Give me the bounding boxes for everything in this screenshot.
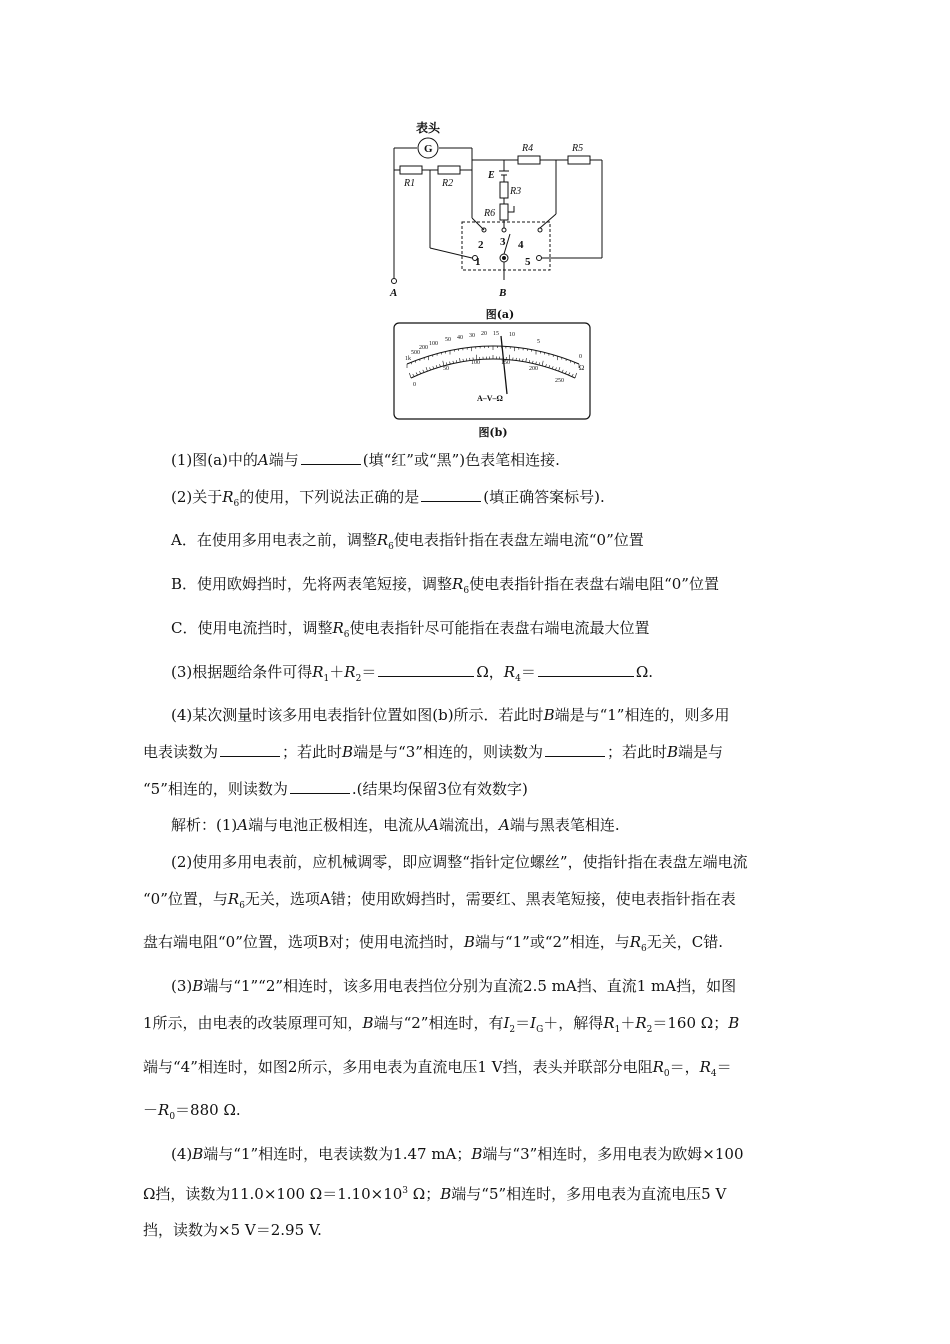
dial-tick bbox=[450, 362, 451, 365]
r4-label: R4 bbox=[522, 143, 534, 154]
analysis-4-line-2: Ω挡，读数为11.0×100 $\Omega=1.10\times 10^3$ Ω；B端与“5”相连时，多用电表为直流电压5 V bbox=[143, 1184, 727, 1203]
question-4-line-2: 电表读数为 ；若此时B端是与“3”相连的，则读数为 ；若此时B端是与 bbox=[143, 742, 724, 761]
dial-tick bbox=[565, 371, 566, 374]
option-c: C．使用电流挡时，调整$R_6$使电表指针尽可能指在表盘右端电流最大位置 bbox=[171, 618, 650, 640]
answer-blank[interactable] bbox=[421, 487, 481, 502]
dial-tick bbox=[439, 364, 440, 367]
cur-150: 150 bbox=[501, 360, 510, 366]
answer-blank[interactable] bbox=[538, 662, 634, 677]
answer-blank[interactable] bbox=[290, 779, 350, 794]
dial-tick bbox=[545, 364, 546, 367]
resistor-r5 bbox=[568, 156, 590, 164]
contact-4 bbox=[538, 228, 542, 232]
circuit-svg bbox=[380, 118, 620, 300]
cur-200: 200 bbox=[529, 366, 538, 372]
dial-tick bbox=[568, 373, 570, 376]
question-3: (3)根据题给条件可得$R_1+R_2= \Omega$，$R_4= \Omega$. bbox=[171, 662, 654, 684]
dial-tick bbox=[413, 374, 415, 377]
dial-tick bbox=[419, 371, 420, 374]
dial-tick bbox=[572, 374, 574, 377]
dial-tick bbox=[429, 367, 430, 370]
label-1: 1 bbox=[475, 256, 481, 268]
dial-tick bbox=[436, 365, 437, 368]
answer-blank[interactable] bbox=[301, 450, 361, 465]
analysis-2-line-3: 盘右端电阻“0”位置，选项B对；使用电流挡时，B端与“1”或“2”相连，与$R_6$无关，C错. bbox=[143, 933, 723, 955]
e-label: E bbox=[488, 170, 495, 181]
question-text bbox=[143, 442, 823, 1249]
switch-pivot-dot bbox=[503, 257, 506, 260]
r6-label: R6 bbox=[484, 208, 496, 219]
meter-label: 表头 bbox=[416, 121, 441, 135]
contact-5 bbox=[537, 256, 542, 261]
wire bbox=[540, 214, 556, 228]
label-5: 5 bbox=[525, 256, 531, 268]
meter-dial bbox=[393, 322, 591, 420]
dial-tick bbox=[460, 358, 461, 362]
dial-tick bbox=[416, 373, 418, 376]
option-a: A．在使用多用电表之前，调整$R_6$使电表指针指在表盘左端电流“0”位置 bbox=[171, 531, 644, 553]
answer-blank[interactable] bbox=[378, 662, 474, 677]
wire bbox=[472, 218, 484, 230]
label-2: 2 bbox=[478, 239, 484, 251]
ohm-unit: Ω bbox=[579, 364, 585, 372]
circuit-diagram bbox=[380, 118, 620, 300]
dial-tick bbox=[542, 361, 543, 366]
dial-tick bbox=[433, 366, 434, 369]
dial-tick bbox=[526, 358, 527, 362]
label-4: 4 bbox=[518, 239, 524, 251]
dial-tick bbox=[549, 365, 550, 368]
dial-svg bbox=[393, 322, 591, 420]
r5-label: R5 bbox=[572, 143, 584, 154]
analysis-4-line-1: (4)B端与“1”相连时，电表读数为1.47 mA；B端与“3”相连时，多用电表为欧姆×100 bbox=[171, 1144, 744, 1163]
dial-tick bbox=[559, 367, 560, 371]
contact-3 bbox=[502, 228, 506, 232]
analysis-3-line-3: 端与“4”相连时，如图2所示，多用电表为直流电压1 V挡，表头并联部分电阻$R_0=$，$R_4=$ bbox=[143, 1057, 732, 1079]
answer-blank[interactable] bbox=[545, 742, 605, 757]
question-4-line-3: “5”相连的，则读数为 .(结果均保留3位有效数字) bbox=[143, 779, 528, 798]
analysis-2-line-2: “0”位置，与$R_6$无关，选项A错；使用欧姆挡时，需要红、黑表笔短接，使电表指针指在表 bbox=[143, 889, 736, 911]
figure-b-caption: 图(b) bbox=[478, 426, 508, 439]
dial-tick bbox=[409, 373, 411, 378]
dial-label: A–V–Ω bbox=[477, 394, 503, 403]
figure-a-caption: 图(a) bbox=[485, 308, 515, 321]
dial-tick bbox=[426, 367, 427, 371]
cur-50: 50 bbox=[443, 366, 449, 372]
ohm-10: 10 bbox=[509, 332, 515, 338]
resistor-r1 bbox=[400, 166, 422, 174]
dial-tick bbox=[453, 361, 454, 364]
ohm-5: 5 bbox=[537, 339, 540, 345]
ohm-1k: 1k bbox=[405, 356, 411, 362]
ohm-30: 30 bbox=[469, 333, 475, 339]
option-b: B．使用欧姆挡时，先将两表笔短接，调整$R_6$使电表指针指在表盘右端电阻“0”位置 bbox=[171, 575, 719, 597]
ohm-0: 0 bbox=[579, 354, 582, 360]
analysis-3-line-1: (3)B端与“1”“2”相连时，该多用电表挡位分别为直流2.5 mA挡、直流1 mA挡，如图 bbox=[171, 977, 737, 996]
cur-250: 250 bbox=[555, 378, 564, 384]
ohm-200: 200 bbox=[419, 345, 428, 351]
analysis-3-line-2: 1所示，由电表的改装原理可知，B端与“2”相连时，有$I_2=I_G+$，解得$R_1+R_2=160$ Ω；B bbox=[143, 1013, 740, 1035]
r2-label: R2 bbox=[442, 178, 454, 189]
ohm-100: 100 bbox=[429, 341, 438, 347]
analysis-4-line-3: 挡，读数为×5 V＝2.95 V. bbox=[143, 1221, 322, 1240]
current-arc bbox=[411, 359, 575, 378]
ohm-50: 50 bbox=[445, 337, 451, 343]
cur-0: 0 bbox=[413, 382, 416, 388]
wire bbox=[430, 248, 472, 258]
g-label: G bbox=[424, 143, 433, 155]
answer-blank[interactable] bbox=[220, 742, 280, 757]
resistor-r4 bbox=[518, 156, 540, 164]
r1-label: R1 bbox=[404, 178, 416, 189]
question-1: (1)图(a)中的A端与 (填“红”或“黑”)色表笔相连接. bbox=[171, 451, 560, 469]
dial-tick bbox=[552, 366, 553, 369]
dial-tick bbox=[575, 373, 577, 378]
dial-ticks bbox=[407, 346, 579, 378]
ohm-15: 15 bbox=[493, 331, 499, 337]
label-3: 3 bbox=[500, 236, 506, 248]
question-2: (2)关于$R_6$的使用，下列说法正确的是 (填正确答案标号). bbox=[171, 487, 605, 509]
ohm-40: 40 bbox=[457, 335, 463, 341]
rheostat-tap bbox=[508, 206, 514, 212]
dial-tick bbox=[555, 367, 556, 370]
resistor-r3 bbox=[500, 182, 508, 198]
analysis-2-line-1: (2)使用多用电表前，应机械调零，即应调整“指针定位螺丝”，使指针指在表盘左端电流 bbox=[171, 853, 748, 872]
question-4-line-1: (4)某次测量时该多用电表指针位置如图(b)所示．若此时B端是与“1”相连的，则多用 bbox=[171, 706, 730, 725]
ohm-20: 20 bbox=[481, 331, 487, 337]
resistor-r2 bbox=[438, 166, 460, 174]
resistor-r6 bbox=[500, 204, 508, 220]
label-a: A bbox=[390, 287, 398, 299]
dial-tick bbox=[423, 370, 424, 373]
analysis-3-line-4: $-R_0=880$ Ω. bbox=[143, 1101, 241, 1123]
r3-label: R3 bbox=[510, 186, 522, 197]
label-b: B bbox=[499, 287, 507, 299]
dial-tick bbox=[562, 370, 563, 373]
terminal-a bbox=[392, 279, 397, 284]
ohm-500: 500 bbox=[411, 350, 420, 356]
dial-tick bbox=[532, 361, 533, 364]
dial-tick bbox=[536, 362, 537, 365]
analysis-1: 解析：(1)A端与电池正极相连，电流从A端流出，A端与黑表笔相连. bbox=[171, 816, 620, 835]
cur-100: 100 bbox=[471, 360, 480, 366]
